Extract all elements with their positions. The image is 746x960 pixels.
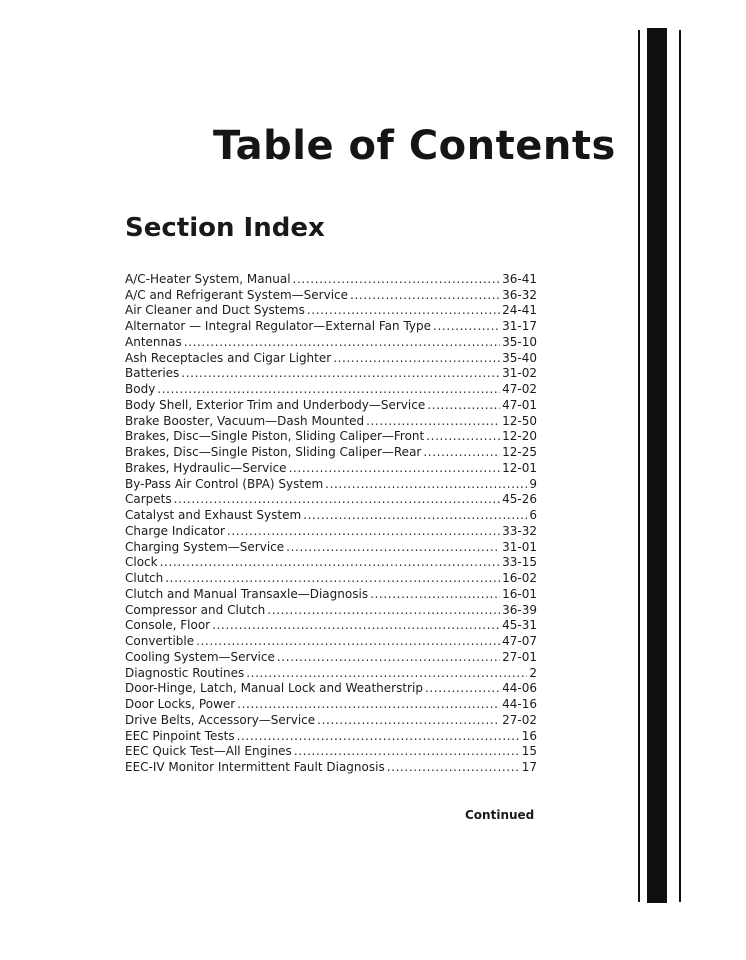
toc-entry-page: 16-01 [502,587,537,601]
toc-entry [125,288,537,304]
page-title: Table of Contents [213,123,616,169]
toc-entry-label: Diagnostic Routines [125,665,245,680]
toc-entry [125,508,537,524]
toc-entry [125,335,537,351]
toc-entry-label: Console, Floor [125,618,211,633]
toc-dot-leader [184,335,500,351]
toc-entry [125,445,537,461]
toc-entry [125,760,537,776]
toc-entry-label: Catalyst and Exhaust System [125,508,302,523]
toc-entry [125,634,537,650]
toc-entry-label: Ash Receptacles and Cigar Lighter [125,350,332,365]
toc-dot-leader [427,398,500,414]
toc-dot-leader [317,713,500,729]
toc-dot-leader [370,587,500,603]
toc-entry-label: A/C-Heater System, Manual [125,272,291,286]
toc-entry-label: EEC Quick Test—All Engines [125,744,292,759]
toc-entry-page: 36-41 [502,272,537,286]
toc-dot-leader [165,571,500,587]
section-heading: Section Index [125,213,325,243]
toc-entry-label: By-Pass Air Control (BPA) System [125,476,324,491]
toc-dot-leader [289,461,501,477]
toc-dot-leader [387,760,520,776]
toc-dot-leader [160,556,501,572]
toc-entry-page: 44-06 [502,681,537,696]
toc-entry-page: 16-02 [502,571,537,586]
toc-entry [125,367,537,383]
toc-entry-page: 2 [529,665,537,680]
page-edge-rule-thick [647,28,667,903]
toc-entry-page: 36-39 [502,602,537,617]
toc-entry-label: Body [125,382,156,397]
toc-dot-leader [350,288,500,304]
toc-entry-label: EEC Pinpoint Tests [125,728,235,743]
toc-entry-label: Antennas [125,335,182,349]
toc-entry-page: 44-16 [502,697,537,712]
toc-entry-label: Clutch [125,571,164,586]
toc-dot-leader [426,430,500,446]
toc-entry-label: Alternator — Integral Regulator—External Fan Type [125,319,432,334]
toc-dot-leader [181,367,500,383]
toc-entry [125,351,537,367]
toc-dot-leader [174,493,501,509]
toc-entry [125,524,537,540]
toc-entry-label: Body Shell, Exterior Trim and Underbody—Service [125,398,426,412]
toc-entry-page: 35-10 [502,335,537,349]
toc-entry-page: 31-17 [502,319,537,334]
toc-entry-page: 12-01 [502,461,537,475]
toc-dot-leader [303,508,527,524]
toc-entry-label: Brakes, Disc—Single Piston, Sliding Caliper—Rear [125,445,422,460]
toc-entry-page: 16 [521,728,537,743]
toc-entry [125,319,537,335]
toc-entry-page: 15 [521,744,537,759]
toc-entry [125,382,537,398]
toc-entry [125,414,537,430]
toc-entry-page: 47-02 [502,382,537,397]
toc-entry-page: 12-20 [502,429,537,444]
toc-dot-leader [196,634,500,650]
toc-entry-label: Carpets [125,492,172,507]
toc-entry-page: 27-02 [502,713,537,727]
toc-entry-label: Brakes, Disc—Single Piston, Sliding Caliper—Front [125,429,425,444]
toc-entry [125,650,537,666]
toc-entry-page: 6 [529,508,537,523]
toc-entry-page: 17 [521,760,537,775]
toc-entry-label: Clutch and Manual Transaxle—Diagnosis [125,587,369,601]
toc-entry-label: Brakes, Hydraulic—Service [125,461,287,475]
toc-entry-label: Brake Booster, Vacuum—Dash Mounted [125,413,365,428]
toc-dot-leader [423,445,500,461]
toc-entry-label: Batteries [125,366,180,381]
toc-entry [125,398,537,414]
page-edge-rule-thin-right [679,30,681,902]
toc-dot-leader [227,524,500,540]
toc-entry [125,571,537,587]
toc-entry [125,713,537,729]
toc-entry [125,666,537,682]
toc-entry-label: Convertible [125,634,195,649]
toc-entry-label: EEC-IV Monitor Intermittent Fault Diagnosis [125,760,385,775]
toc-dot-leader [325,477,527,493]
toc-entry [125,477,537,493]
toc-entry-label: Drive Belts, Accessory—Service [125,713,316,727]
toc-entry [125,729,537,745]
toc-dot-leader [293,272,501,288]
toc-entry-label: Clock [125,555,158,570]
toc-entry-label: Compressor and Clutch [125,602,266,617]
toc-entry-page: 36-32 [502,287,537,302]
toc-dot-leader [212,619,500,635]
toc-entry-page: 33-15 [502,555,537,570]
toc-entry [125,461,537,477]
toc-entry [125,603,537,619]
toc-entry [125,697,537,713]
toc-entry-page: 27-01 [502,650,537,664]
toc-entry-label: Door-Hinge, Latch, Manual Lock and Weatherstrip [125,681,423,696]
toc-entry-page: 33-32 [502,524,537,538]
toc-entry-label: Air Cleaner and Duct Systems [125,303,305,318]
toc-entry [125,619,537,635]
toc-entry-page: 24-41 [502,303,537,318]
toc-dot-leader [286,540,500,556]
toc-entry-label: A/C and Refrigerant System—Service [125,287,349,302]
toc-entry [125,745,537,761]
toc-dot-leader [425,682,500,698]
toc-entry-list [125,272,537,776]
toc-entry-label: Charging System—Service [125,539,285,554]
toc-dot-leader [237,729,520,745]
toc-entry-page: 35-40 [502,350,537,365]
toc-dot-leader [277,650,500,666]
toc-entry-page: 45-31 [502,618,537,633]
page-edge-rule-thin-left [638,30,640,902]
continued-label: Continued [465,808,535,822]
toc-entry-label: Cooling System—Service [125,650,275,664]
toc-dot-leader [237,697,500,713]
toc-entry [125,587,537,603]
toc-entry-page: 12-25 [502,445,537,460]
toc-entry [125,682,537,698]
toc-entry [125,493,537,509]
toc-dot-leader [267,603,500,619]
toc-entry-page: 12-50 [502,413,537,428]
toc-entry [125,304,537,320]
toc-dot-leader [333,351,500,367]
toc-entry-page: 47-07 [502,634,537,649]
toc-entry-label: Door Locks, Power [125,697,236,712]
toc-entry [125,430,537,446]
toc-entry [125,272,537,288]
toc-dot-leader [246,666,527,682]
toc-entry-page: 47-01 [502,398,537,412]
toc-entry-page: 45-26 [502,492,537,507]
toc-entry-page: 9 [529,476,537,491]
toc-dot-leader [294,745,520,761]
toc-dot-leader [433,319,500,335]
toc-entry [125,540,537,556]
toc-entry-page: 31-01 [502,539,537,554]
toc-entry-page: 31-02 [502,366,537,381]
toc-dot-leader [307,304,500,320]
toc-entry-label: Charge Indicator [125,524,225,538]
toc-dot-leader [157,382,500,398]
toc-dot-leader [366,414,500,430]
toc-entry [125,556,537,572]
